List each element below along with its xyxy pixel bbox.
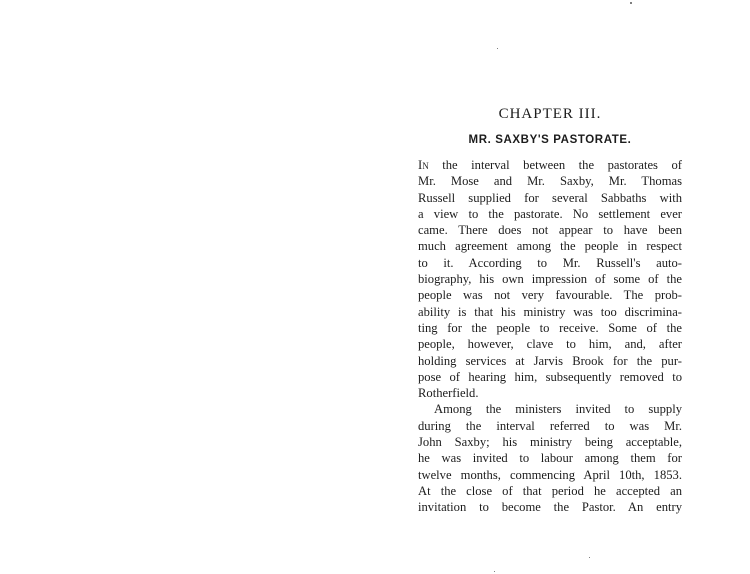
text-line: Among the ministers invited to supply: [434, 402, 682, 417]
text-line: Russell supplied for several Sabbaths with: [418, 190, 682, 205]
text-line: people, however, clave to him, and, after: [418, 337, 682, 352]
section-heading: MR. SAXBY'S PASTORATE.: [468, 134, 632, 146]
drop-cap: In: [418, 158, 429, 172]
chapter-body: [418, 157, 682, 516]
text-line: invitation to become the Pastor. An entry: [418, 500, 682, 515]
text-line: Mr. Mose and Mr. Saxby, Mr. Thomas: [418, 174, 682, 189]
chapter-heading: CHAPTER III.: [498, 106, 602, 122]
text-line: ability is that his ministry was too discrimina-: [418, 304, 682, 319]
paragraph: [418, 401, 682, 515]
text-line: ting for the people to receive. Some of the: [418, 320, 682, 335]
scan-speck: [630, 2, 632, 4]
text-line: he was invited to labour among them for: [418, 451, 682, 466]
text-line: came. There does not appear to have been: [418, 223, 682, 238]
scan-speck: [497, 48, 498, 49]
paragraph: [418, 157, 682, 401]
text-line: twelve months, commencing April 10th, 1853.: [418, 467, 682, 482]
text-line: to it. According to Mr. Russell's auto-: [418, 255, 682, 270]
scan-speck: [589, 557, 590, 558]
text-line: John Saxby; his ministry being acceptable,: [418, 435, 682, 450]
scan-speck: [494, 571, 495, 572]
text-line: In the interval between the pastorates of: [418, 158, 682, 172]
text-line: during the interval referred to was Mr.: [418, 418, 682, 433]
text-line: holding services at Jarvis Brook for the pur-: [418, 353, 682, 368]
text-line: Rotherfield.: [418, 386, 479, 401]
text-line: pose of hearing him, subsequently removed to: [418, 369, 682, 384]
text-line: biography, his own impression of some of the: [418, 272, 682, 287]
text-line: a view to the pastorate. No settlement ever: [418, 206, 682, 221]
text-line: At the close of that period he accepted an: [418, 483, 682, 498]
text-line: much agreement among the people in respect: [418, 239, 682, 254]
text-line: people was not very favourable. The prob-: [418, 288, 682, 303]
